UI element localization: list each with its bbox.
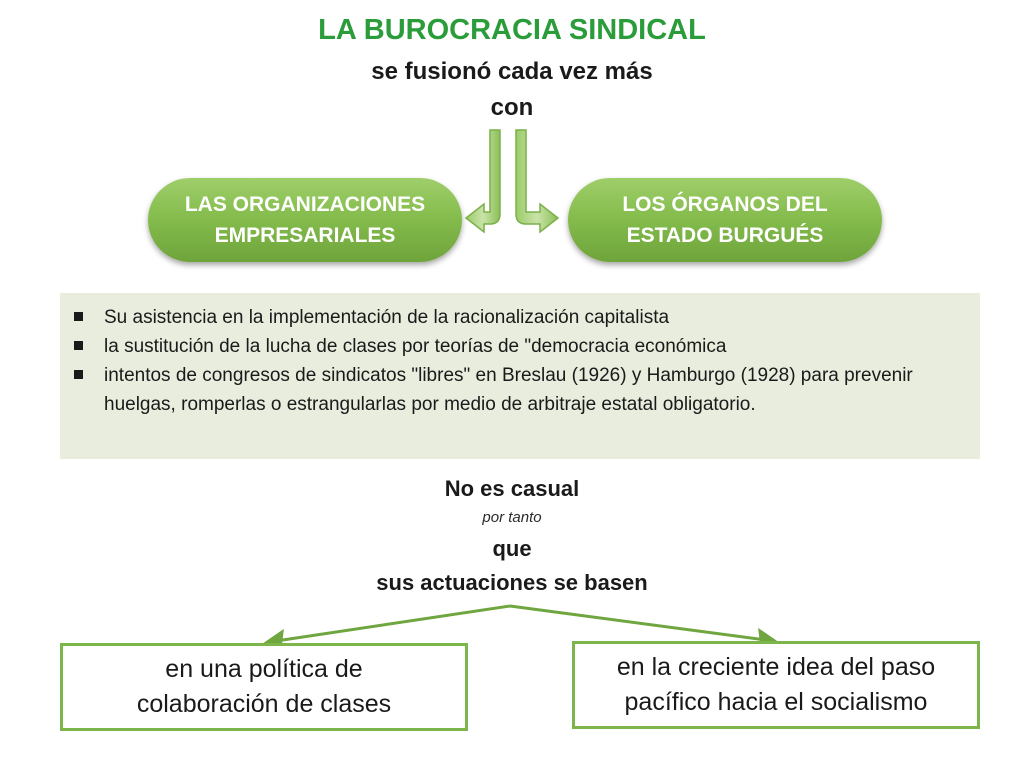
square-bullet-icon [74, 370, 83, 379]
bullet-text: intentos de congresos de sindicatos "libres" en Breslau (1926) y Hamburgo (1928) para prevenir huelgas, romperlas o estrangularlas por medio de arbitraje estatal obligatorio. [104, 365, 913, 415]
bent-arrow-right-icon [516, 130, 558, 232]
bullet-text: la sustitución de la lucha de clases por teorías de "democracia económica [104, 336, 727, 357]
box-right-line2: pacífico hacia el socialismo [624, 688, 928, 716]
sus-actuaciones-text: sus actuaciones se basen [376, 570, 648, 595]
no-es-casual-text: No es casual [444, 476, 580, 501]
list-item [74, 303, 960, 332]
diagram-subtitle: se fusionó cada vez más [371, 58, 653, 85]
diagram-title: LA BUROCRACIA SINDICAL [318, 14, 706, 46]
que-text: que [492, 536, 532, 561]
bullet-list [74, 303, 960, 419]
por-tanto-text: por tanto [482, 509, 542, 526]
connector-word: con [490, 94, 534, 121]
pill-right-line1: LOS ÓRGANOS DEL [622, 193, 828, 216]
box-colaboracion-clases [60, 643, 468, 731]
pill-left-line1: LAS ORGANIZACIONES [184, 193, 426, 216]
box-right-line1: en la creciente idea del paso [616, 653, 936, 681]
square-bullet-icon [74, 312, 83, 321]
bullet-list-box [60, 293, 980, 459]
pill-organizaciones-empresariales [148, 178, 462, 262]
bent-arrow-left-icon [466, 130, 500, 232]
bullet-text: Su asistencia en la implementación de la racionalización capitalista [104, 307, 670, 328]
list-item [74, 332, 960, 361]
box-paso-pacifico [572, 641, 980, 729]
pill-organos-estado [568, 178, 882, 262]
pill-right-line2: ESTADO BURGUÉS [626, 224, 824, 247]
pill-left-line2: EMPRESARIALES [214, 224, 396, 247]
square-bullet-icon [74, 341, 83, 350]
box-left-line1: en una política de [165, 655, 363, 683]
list-item [74, 361, 960, 419]
box-left-line2: colaboración de clases [136, 690, 392, 718]
